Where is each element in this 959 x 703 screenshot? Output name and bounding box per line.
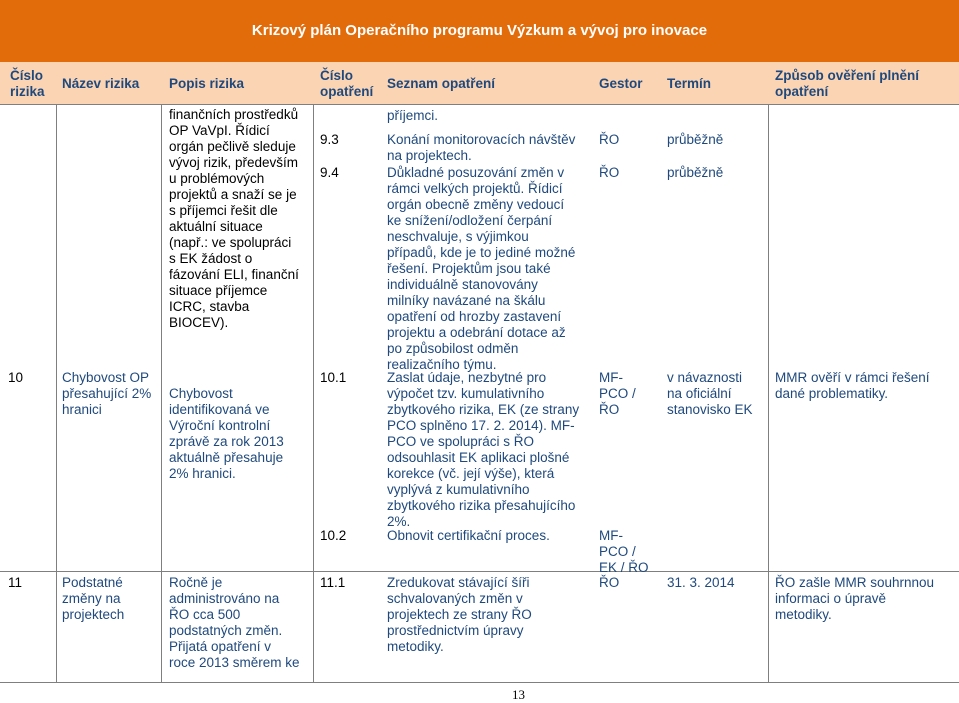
measure-text: Zaslat údaje, nezbytné pro výpočet tzv. kumulativního zbytkového rizika, EK (ze strany PCO splněno 17. 2. 2014). MF- PCO ve spolupráci s ŘO odsouhlasit EK aplikaci plošné korekce (vč. její výše), která vyplývá z kumulativního zbytkového rizika přesahujícího 2%. <box>387 370 580 529</box>
popis-text-carry-over: finančních prostředků OP VaVpI. Řídicí orgán pečlivě sleduje vývoj rizik, především u problémových projektů a snaží se je s příjemci řešit dle aktuální situace (např.: ve spolupráci s EK žádost o fázování ELI, finanční situace příjemce ICRC, stavba BIOCEV). <box>169 107 299 330</box>
measure-gestor: ŘO <box>599 132 620 147</box>
header-nazev-rizika: Název rizika <box>62 76 140 91</box>
risk-description: Ročně je administrováno na ŘO cca 500 podstatných změn. Přijatá opatření v roce 2013 směrem ke <box>169 575 300 670</box>
measure-gestor: MF- PCO / ŘO <box>599 370 636 417</box>
measure-text: Obnovit certifikační proces. <box>387 528 550 543</box>
measure-gestor: ŘO <box>599 165 620 180</box>
column-divider <box>768 104 769 683</box>
row-divider <box>0 571 959 572</box>
measure-text: Konání monitorovacích návštěv na projektech. <box>387 132 576 163</box>
measure-number: 10.2 <box>320 528 347 543</box>
header-zpusob-overeni: Způsob ověření plnění opatření <box>775 68 920 99</box>
measure-text: Zredukovat stávající šíři schvalovaných změn v projektech ze strany ŘO prostřednictvím úpravy metodiky. <box>387 575 532 654</box>
seznam-text-carry-over: příjemci. <box>387 108 439 123</box>
measure-termin: v návaznosti na oficiální stanovisko EK <box>667 370 753 417</box>
verification-method: ŘO zašle MMR souhrnnou informaci o úpravě metodiky. <box>775 575 935 622</box>
risk-number: 11 <box>8 575 23 590</box>
column-divider <box>313 104 314 683</box>
measure-number: 11.1 <box>320 575 346 590</box>
measure-gestor: ŘO <box>599 575 620 590</box>
row-divider <box>0 682 959 683</box>
header-seznam-opatreni: Seznam opatření <box>387 76 496 91</box>
measure-number: 9.4 <box>320 165 339 180</box>
title-bar <box>0 0 959 62</box>
measure-text: Důkladné posuzování změn v rámci velkých projektů. Řídicí orgán obecně změny vedoucí ke snížení/odložení čerpání neschvaluje, s výjimkou případů, kde je to jediné možné řešení. Projektům jsou také individuálně stanovovány milníky navázané na škálu opatření od hrozby zastavení projektu a odebrání dotace až po způsobilost odměn realizačního týmu. <box>387 165 576 372</box>
measure-termin: průběžně <box>667 165 724 180</box>
page-number: 13 <box>512 687 525 702</box>
measure-termin: průběžně <box>667 132 724 147</box>
risk-description: Chybovost identifikovaná ve Výroční kontrolní zprávě za rok 2013 aktuálně přesahuje 2% hranici. <box>169 386 284 481</box>
risk-number: 10 <box>8 370 24 385</box>
measure-number: 9.3 <box>320 132 339 147</box>
measure-number: 10.1 <box>320 370 347 385</box>
page-title: Krizový plán Operačního programu Výzkum a vývoj pro inovace <box>251 22 708 39</box>
column-divider <box>56 104 57 683</box>
measure-termin: 31. 3. 2014 <box>667 575 735 590</box>
header-gestor: Gestor <box>599 76 643 91</box>
header-termin: Termín <box>667 76 712 91</box>
column-divider <box>161 104 162 683</box>
verification-method: MMR ověří v rámci řešení dané problematiky. <box>775 370 930 401</box>
risk-name: Chybovost OP přesahující 2% hranici <box>62 370 152 417</box>
risk-name: Podstatné změny na projektech <box>62 575 125 622</box>
table-header <box>0 62 959 104</box>
header-cislo-opatreni: Číslo opatření <box>320 68 374 99</box>
header-cislo-rizika: Číslo rizika <box>10 68 45 99</box>
header-popis-rizika: Popis rizika <box>169 76 245 91</box>
row-divider <box>0 104 959 105</box>
measure-gestor: MF- PCO / EK / ŘO <box>599 528 649 575</box>
